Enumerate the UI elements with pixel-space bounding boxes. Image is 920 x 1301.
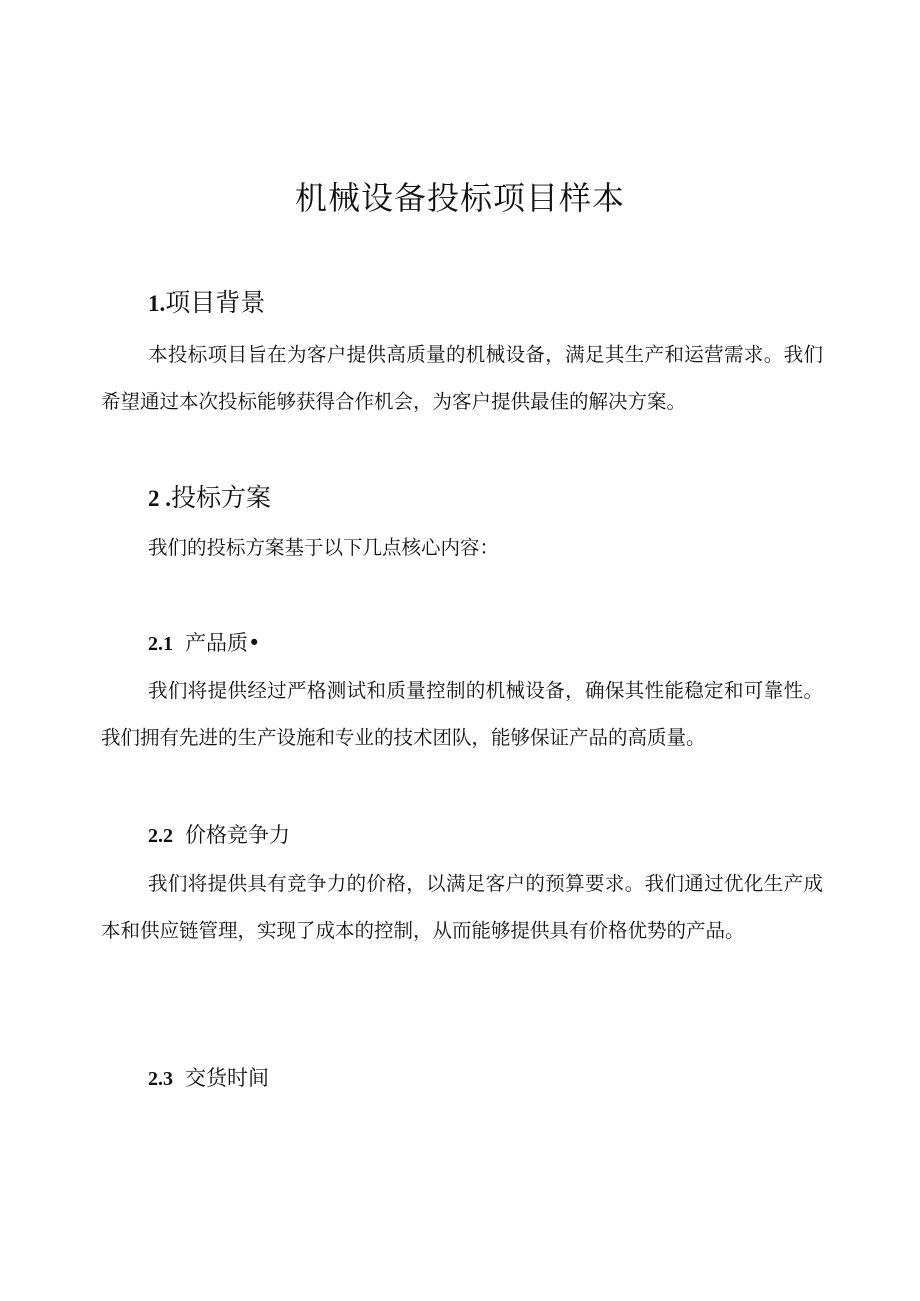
subsection-heading-delivery-time: [148, 1063, 269, 1094]
section-paragraph-bid-plan: 我们的投标方案基于以下几点核心内容：: [148, 536, 500, 559]
section-title: 投标方案: [171, 483, 272, 512]
subsection-paragraph-product-quality: 我们将提供经过严格测试和质量控制的机械设备，确保其性能稳定和可靠性。我们拥有先进的生产设施和专业的技术团队，能够保证产品的高质量。: [101, 679, 823, 749]
section-number: 2 .: [148, 486, 171, 511]
section-heading-bid-plan: [148, 481, 271, 516]
subsection-heading-product-quality: [148, 628, 260, 659]
subsection-heading-price-competitiveness: [148, 820, 290, 851]
subsection-title: 产品质•: [185, 631, 261, 655]
subsection-number: 2.2: [148, 825, 173, 847]
section-heading-project-background: [148, 286, 265, 321]
subsection-title: 交货时间: [185, 1066, 269, 1090]
document-title: 机械设备投标项目样本: [294, 179, 625, 217]
section-paragraph-project-background: 本投标项目旨在为客户提供高质量的机械设备，满足其生产和运营需求。我们希望通过本次投标能够获得合作机会，为客户提供最佳的解决方案。: [101, 343, 823, 413]
section-title: 项目背景: [165, 288, 266, 317]
subsection-title: 价格竞争力: [185, 823, 290, 847]
subsection-number: 2.1: [148, 633, 173, 655]
subsection-paragraph-price-competitiveness: 我们将提供具有竞争力的价格，以满足客户的预算要求。我们通过优化生产成本和供应链管理，实现了成本的控制，从而能够提供具有价格优势的产品。: [101, 872, 823, 942]
subsection-number: 2.3: [148, 1068, 173, 1090]
section-number: 1.: [148, 291, 166, 316]
